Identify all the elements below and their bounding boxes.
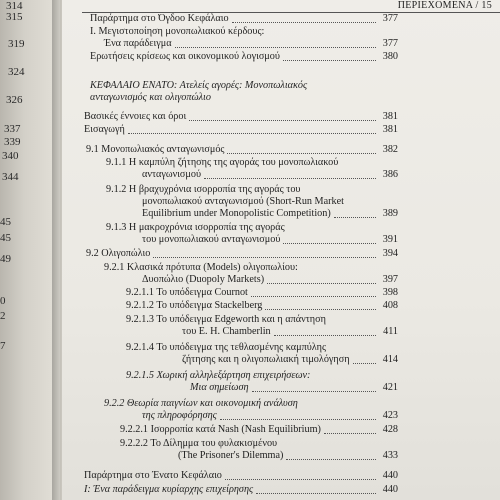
toc-page: 440	[382, 484, 398, 495]
left-page-number: 2	[0, 310, 6, 322]
toc-entry: 9.2.2.1 Ισορροπία κατά Nash (Nash Equilibrium)	[120, 424, 321, 435]
toc-entry: Ένα παράδειγμα	[104, 38, 172, 49]
toc-entry: 9.1.1 Η καμπύλη ζήτησης της αγοράς του μονοπωλιακού	[106, 157, 339, 168]
left-page-number: 326	[6, 94, 23, 106]
toc-entry: του μονοπωλιακού ανταγωνισμού	[142, 234, 281, 245]
left-page-number: 319	[8, 38, 25, 50]
leader-dots	[252, 379, 376, 392]
running-header: ΠΕΡΙΕΧΟΜΕΝΑ / 15	[397, 0, 492, 11]
toc-entry: Βασικές έννοιες και όροι	[84, 111, 187, 122]
toc-entry-appendix-8: Παράρτημα στο Όγδοο Κεφάλαιο	[90, 13, 229, 24]
toc-page: 382	[382, 144, 398, 155]
leader-dots	[204, 166, 376, 179]
leader-dots	[267, 271, 376, 284]
leader-dots	[283, 231, 376, 244]
toc-entry: Ερωτήσεις κρίσεως και οικονομικού λογισμού	[90, 51, 280, 62]
leader-dots	[286, 447, 376, 460]
toc-page: 397	[382, 274, 398, 285]
toc-entry: (The Prisoner's Dilemma)	[178, 450, 284, 461]
toc-entry: Εισαγωγή	[84, 124, 125, 135]
leader-dots	[251, 284, 376, 297]
toc-page: 394	[382, 248, 398, 259]
toc-entry: 9.1.2 Η βραχυχρόνια ισορροπία της αγοράς του	[106, 184, 301, 195]
left-page-number: 315	[6, 11, 23, 23]
toc-page: 411	[383, 326, 398, 337]
left-page-number: 337	[4, 123, 21, 135]
leader-dots	[353, 351, 376, 364]
toc-page: 408	[382, 300, 398, 311]
toc-page: 381	[382, 124, 398, 135]
leader-dots	[175, 35, 376, 48]
left-page-number: 0	[0, 295, 6, 307]
toc-entry: του E. H. Chamberlin	[182, 326, 271, 337]
left-page	[0, 0, 60, 500]
toc-page: 423	[382, 410, 398, 421]
toc-entry: Equilibrium under Monopolistic Competition)	[142, 208, 331, 219]
left-page-number: 324	[8, 66, 25, 78]
left-page-number: 344	[2, 171, 19, 183]
leader-dots	[324, 421, 376, 434]
toc-entry: 9.1 Μονοπωλιακός ανταγωνισμός	[86, 144, 225, 155]
leader-dots	[128, 121, 376, 134]
toc-page: 377	[382, 38, 398, 49]
left-page-number: 45	[0, 232, 11, 244]
toc-entry-appendix-9: Παράρτημα στο Ένατο Κεφάλαιο	[84, 470, 222, 481]
toc-entry: ζήτησης και η ολιγοπωλιακή τιμολόγηση	[182, 354, 350, 365]
toc-page: 421	[382, 382, 398, 393]
toc-entry: 9.2.2 Θεωρία παιγνίων και οικονομική ανάλυση	[104, 398, 298, 409]
toc-entry: Δυοπώλιο (Duopoly Markets)	[142, 274, 265, 285]
chapter-title: ΚΕΦΑΛΑΙΟ ΕΝΑΤΟ: Ατελείς αγορές: Μονοπωλιακός	[90, 80, 308, 91]
left-page-number: 45	[0, 216, 11, 228]
toc-entry: 9.2.1.3 Το υπόδειγμα Edgeworth και η απάντηση	[126, 314, 326, 325]
leader-dots	[227, 141, 376, 154]
leader-dots	[256, 481, 376, 494]
toc-entry: 9.2.1.5 Χωρική αλληλεξάρτηση επιχειρήσεων:	[126, 370, 311, 381]
leader-dots	[274, 323, 376, 336]
leader-dots	[283, 48, 376, 61]
left-page-number: 340	[2, 150, 19, 162]
toc-page: 440	[382, 470, 398, 481]
toc-entry: 9.2.1 Κλασικά πρότυπα (Models) ολιγοπωλίου:	[104, 262, 298, 273]
toc-page: 377	[382, 13, 398, 24]
leader-dots	[225, 467, 376, 480]
toc-page: 386	[382, 169, 398, 180]
leader-dots	[265, 297, 376, 310]
toc-entry: Μια σημείωση	[190, 382, 249, 393]
leader-dots	[153, 245, 376, 258]
toc-entry: 9.2.1.4 Το υπόδειγμα της τεθλασμένης καμπύλης	[126, 342, 327, 353]
toc-page: 389	[382, 208, 398, 219]
left-page-number: 7	[0, 340, 6, 352]
leader-dots	[334, 205, 376, 218]
leader-dots	[232, 10, 376, 23]
toc-entry: 9.2.2.2 Το Δίλημμα του φυλακισμένου	[120, 438, 278, 449]
toc-page: 380	[382, 51, 398, 62]
toc-entry: μονοπωλιακού ανταγωνισμού (Short-Run Market	[142, 196, 344, 207]
left-page-number: 339	[4, 136, 21, 148]
toc-entry: 9.2 Ολιγοπώλιο	[86, 248, 151, 259]
toc-page: 428	[382, 424, 398, 435]
toc-entry: I. Μεγιστοποίηση μονοπωλιακού κέρδους:	[90, 26, 265, 37]
toc-entry: 9.2.1.2 Το υπόδειγμα Stackelberg	[126, 300, 263, 311]
toc-entry: 9.1.3 Η μακροχρόνια ισορροπία της αγοράς	[106, 222, 285, 233]
leader-dots	[189, 108, 376, 121]
left-page-number: 314	[6, 0, 23, 12]
toc-entry: ανταγωνισμού	[142, 169, 202, 180]
chapter-title: ανταγωνισμός και ολιγοπώλιο	[90, 92, 211, 103]
toc-page: 414	[382, 354, 398, 365]
toc-entry: 9.2.1.1 Το υπόδειγμα Cournot	[126, 287, 248, 298]
toc-entry: I: Ένα παράδειγμα κυρίαρχης επιχείρησης	[84, 484, 254, 495]
left-page-number: 49	[0, 253, 11, 265]
leader-dots	[220, 407, 376, 420]
toc-entry: της πληροφόρησης	[142, 410, 217, 421]
toc-page: 381	[382, 111, 398, 122]
toc-page: 398	[382, 287, 398, 298]
toc-page: 391	[382, 234, 398, 245]
toc-page: 433	[382, 450, 398, 461]
